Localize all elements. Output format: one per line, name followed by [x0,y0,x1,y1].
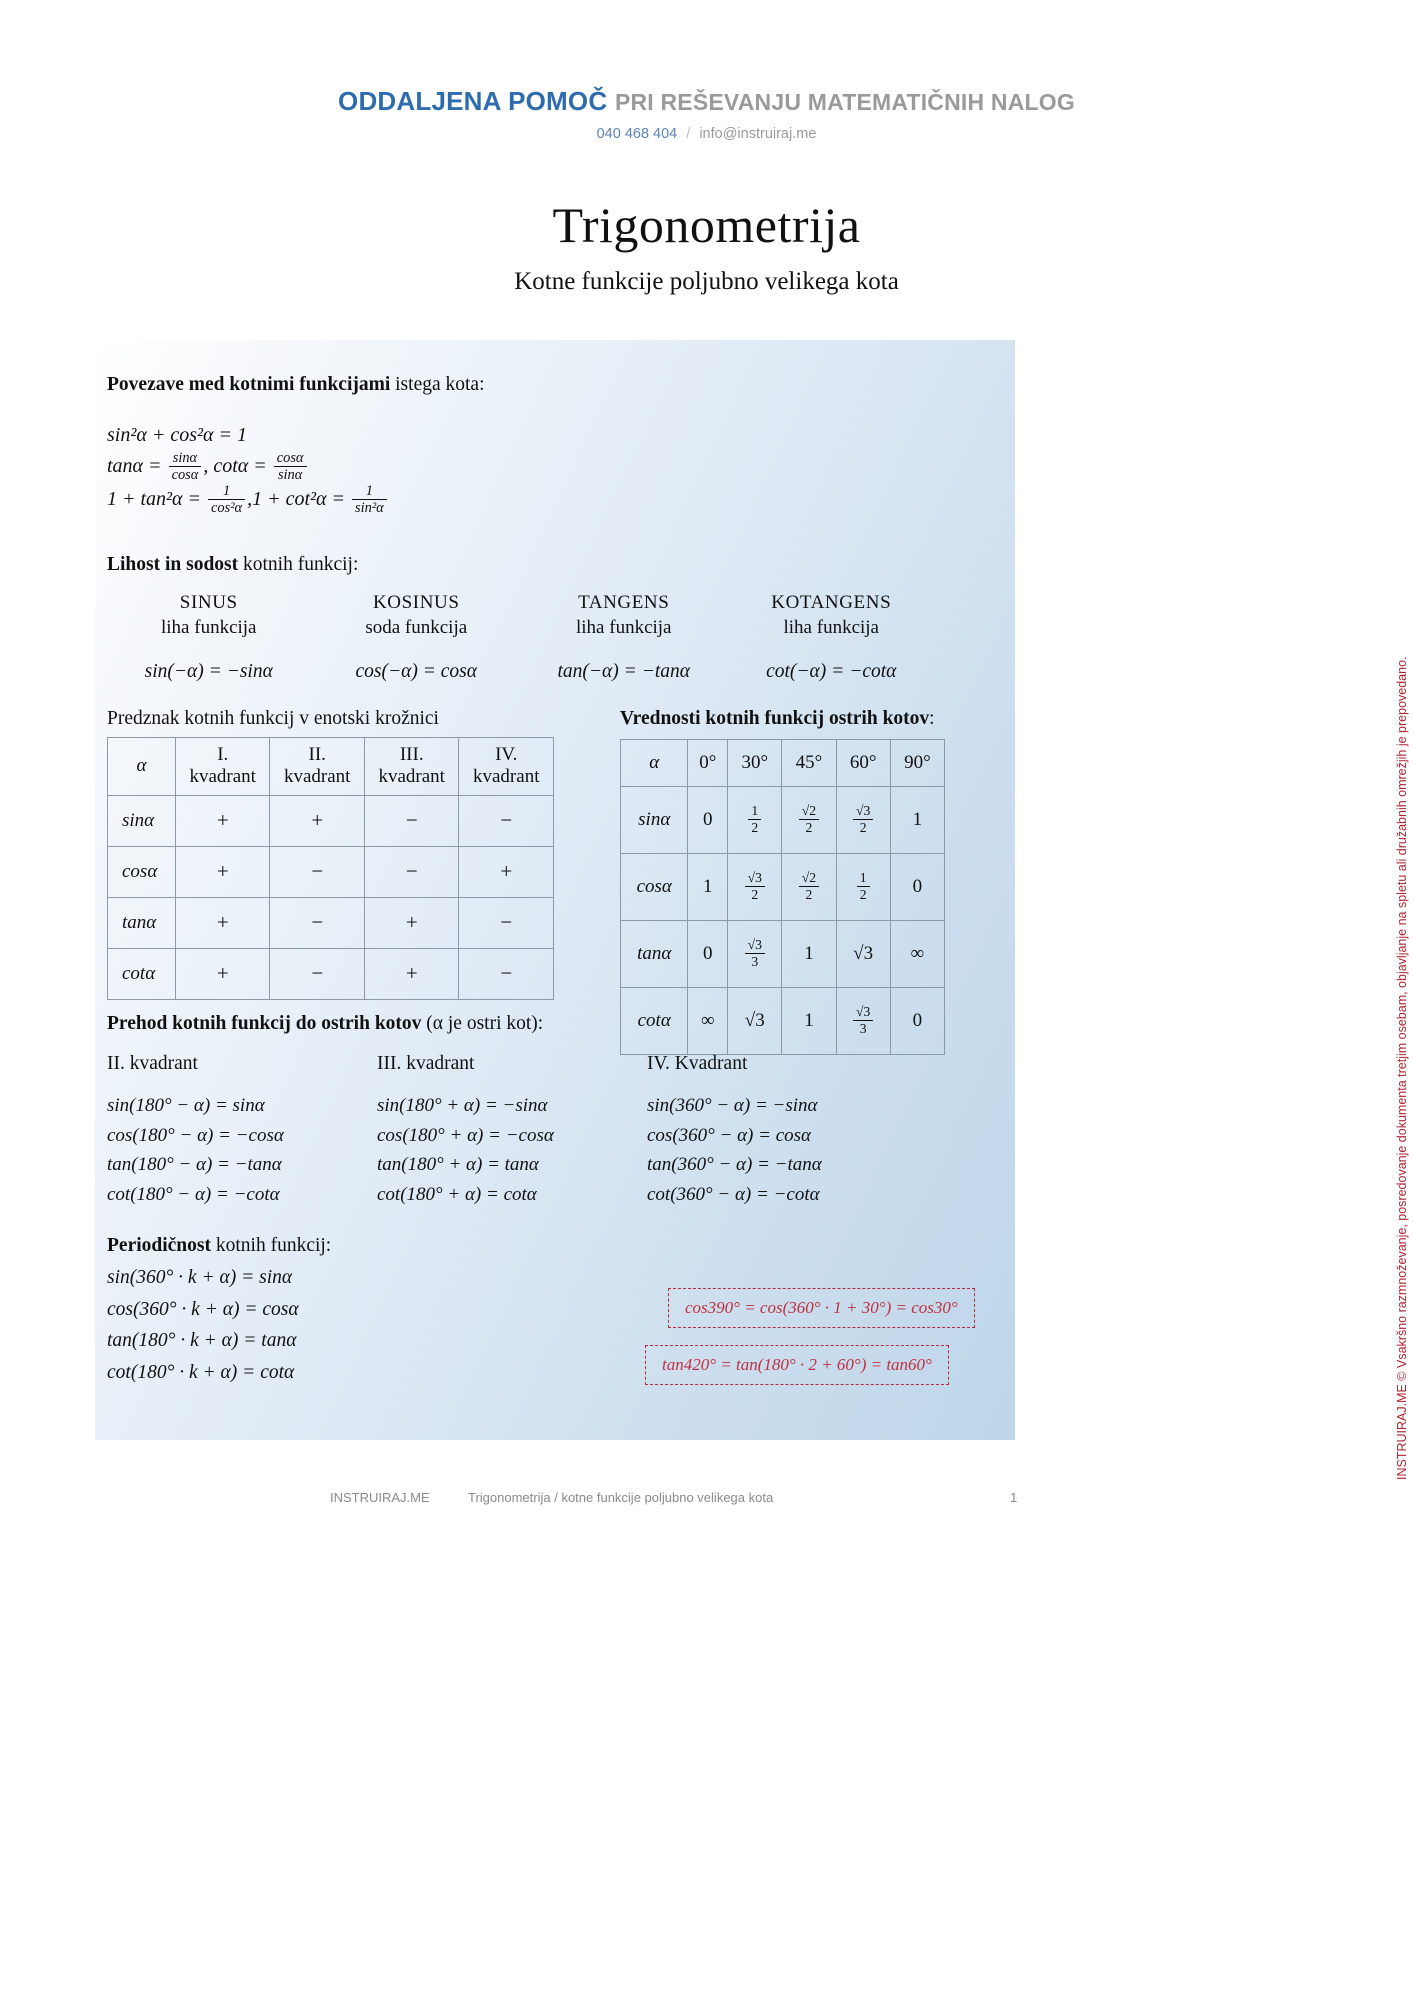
f3-part-b: ,1 + cot²α = [247,488,351,511]
parity-heading-rest: kotnih funkcij: [238,554,359,575]
values-cell-tanα-30° [728,921,782,988]
parity-heading-bold: Lihost in sodost [107,554,239,575]
transition-heading-rest: (α je ostri kot): [421,1013,544,1034]
fraction-numerator: √2 [801,870,817,886]
qsign-col-1-top: I. [217,744,229,765]
f3-num-1: 1 [222,483,231,500]
values-col-90deg: 90° [890,740,944,787]
fraction-denominator: 2 [799,819,819,835]
qsign-cot-q1: + [175,948,270,999]
periodicity-sin: sin(360° · k + α) = sinα [107,1267,293,1288]
brand-name: ODDALJENA POMOČ [338,86,608,116]
table-row [108,846,554,897]
qsign-cot-q3: + [364,948,459,999]
fraction-denominator: 2 [853,819,873,835]
transition-column-iii [377,1053,647,1209]
footer-page-number: 1 [1010,1490,1018,1505]
f3-part-a: 1 + tan²α = [107,488,207,511]
relation-formula-3 [107,484,389,517]
periodicity-heading-rest: kotnih funkcij: [210,1235,332,1256]
transition-iv-cos: cos(360° − α) = cosα [647,1124,811,1146]
parity-column-kotangens [728,592,936,683]
values-cell-sinα-45° [782,787,836,854]
table-row [621,787,945,854]
qsign-sin-q3: − [364,795,459,846]
table-row [621,854,945,921]
fraction-denominator: 2 [745,886,765,902]
transition-ii-sin: sin(180° − α) = sinα [107,1095,265,1116]
parity-equation-tangens: tan(−α) = −tanα [557,661,691,682]
transition-iii-cot: cot(180° + α) = cotα [377,1183,537,1205]
footer-document-name: Trigonometrija / kotne funkcije poljubno velikega kota [468,1490,774,1505]
parity-equation-kotangens: cot(−α) = −cotα [766,661,897,682]
values-cell-tanα-45°: 1 [782,921,836,988]
periodicity-cot: cot(180° · k + α) = cotα [107,1361,295,1383]
fraction-numerator: √3 [747,870,762,886]
contact-line [0,126,1413,142]
values-cell-cotα-90°: 0 [890,988,944,1055]
fraction [748,803,761,835]
values-cell-cotα-0°: ∞ [688,988,728,1055]
brand-line [0,86,1413,117]
qsign-col-1-bottom: kvadrant [189,766,256,788]
fraction [799,803,819,835]
transition-title-iii: III. kvadrant [377,1053,475,1074]
values-cell-sinα-0°: 0 [688,787,728,854]
table-row [621,921,945,988]
qsign-cot-q4: − [459,948,554,999]
fraction-numerator: √3 [855,803,871,819]
fraction [857,870,870,902]
values-col-alpha: α [621,740,688,787]
relation-formula-1: sin²α + cos²α = 1 [107,424,247,446]
relations-heading [107,374,485,396]
contact-phone[interactable]: 040 468 404 [596,126,678,142]
parity-kind-sinus: liha funkcija [161,617,257,638]
f3-den-1: cos²α [208,499,245,516]
parity-name-kotangens: KOTANGENS [771,592,892,613]
transition-column-iv [647,1053,917,1209]
table-row [108,897,554,948]
parity-name-kosinus: KOSINUS [372,592,460,613]
fraction-denominator: 2 [748,819,761,835]
qsign-col-2-bottom: kvadrant [283,766,351,788]
f2-fraction-2 [274,450,307,483]
relations-heading-rest: istega kota: [390,374,485,395]
parity-kind-kosinus: soda funkcija [365,617,468,638]
parity-kind-kotangens: liha funkcija [783,617,879,638]
fraction-numerator: 1 [859,870,867,886]
qsign-col-4 [459,738,554,796]
qsign-sin-q2: + [270,795,365,846]
values-cell-cosα-60° [836,854,890,921]
page-subtitle: Kotne funkcije poljubno velikega kota [514,268,899,295]
values-cell-cotα-30°: √3 [728,988,782,1055]
f2-num-2: cosα [276,450,304,466]
relation-formula-2 [107,451,389,484]
parity-heading [107,554,358,576]
f3-fraction-2 [352,483,387,516]
table-row [108,948,554,999]
values-cell-cosα-0°: 1 [688,854,728,921]
transition-column-ii [107,1053,377,1209]
parity-column-kosinus [313,592,521,683]
fraction-numerator: 1 [751,803,759,819]
qsign-tan-q1: + [175,897,270,948]
periodicity-tan: tan(180° · k + α) = tanα [107,1330,297,1351]
contact-separator: / [686,126,691,142]
parity-equation-sinus: sin(−α) = −sinα [144,661,273,682]
parity-name-tangens: TANGENS [578,592,670,613]
table-header-row [621,740,945,787]
parity-kind-tangens: liha funkcija [576,617,672,638]
qsign-sin-q1: + [175,795,270,846]
transition-ii-tan: tan(180° − α) = −tanα [107,1154,282,1175]
contact-email[interactable]: info@instruiraj.me [699,126,817,142]
f3-num-2: 1 [365,483,373,500]
transition-title-ii: II. kvadrant [107,1053,198,1074]
fraction-denominator: 3 [745,953,765,969]
copyright-note: INSTRUIRAJ.ME © Vsakršno razmnoževanje, posredovanje dokumenta tretjim osebam, objavljanje na spletu ali družabnih omrežjih je prepovedano. [1395,656,1409,1480]
transition-heading [107,1013,543,1035]
transition-iv-cot: cot(360° − α) = −cotα [647,1183,820,1205]
fraction-numerator: √3 [747,937,762,953]
fraction [853,803,873,835]
transition-iii-sin: sin(180° + α) = −sinα [377,1095,548,1116]
values-row-label-sinα: sinα [621,787,688,854]
qsign-row-label-tan: tanα [108,897,176,948]
qsign-col-4-bottom: kvadrant [473,766,540,788]
fraction-denominator: 2 [857,886,870,902]
fraction [853,1004,873,1036]
footer-brand: INSTRUIRAJ.ME [330,1490,430,1505]
values-col-45deg: 45° [782,740,836,787]
transition-columns [107,1053,937,1209]
qsign-row-label-cos: cosα [108,846,176,897]
f2-den-1: cosα [169,466,202,483]
f2-part-a: tanα = [107,455,167,478]
qsign-col-2-top: II. [308,744,326,765]
values-col-30deg: 30° [728,740,782,787]
qsign-col-2 [270,738,365,796]
table-row [108,795,554,846]
qsign-tan-q3: + [364,897,459,948]
exact-values-body [621,787,945,1055]
transition-iv-sin: sin(360° − α) = −sinα [647,1095,818,1116]
values-row-label-cosα: cosα [621,854,688,921]
fraction [799,870,819,902]
qsign-tan-q2: − [270,897,365,948]
qsign-col-3-bottom: kvadrant [378,766,445,788]
values-cell-tanα-90°: ∞ [890,921,944,988]
qsign-cos-q3: − [364,846,459,897]
exact-values-heading-rest: : [929,708,935,729]
values-row-label-cotα: cotα [621,988,688,1055]
parity-column-sinus [105,592,313,683]
qsign-row-label-sin: sinα [108,795,176,846]
fraction [745,937,765,969]
table-header-row [108,738,554,796]
periodicity-cos: cos(360° · k + α) = cosα [107,1298,299,1320]
exact-values-table [620,739,945,1055]
qsign-col-3 [364,738,459,796]
relations-heading-bold: Povezave med kotnimi funkcijami [107,374,391,395]
qsign-row-label-cot: cotα [108,948,176,999]
periodicity-heading-bold: Periodičnost [107,1235,211,1256]
fraction-denominator: 3 [853,1020,873,1036]
parity-name-sinus: SINUS [179,592,238,613]
qsign-col-1 [175,738,270,796]
values-cell-cosα-45° [782,854,836,921]
fraction-denominator: 2 [799,886,819,902]
f2-part-b: , cotα = [203,455,272,478]
qsign-tan-q4: − [459,897,554,948]
transition-ii-cot: cot(180° − α) = −cotα [107,1183,280,1205]
values-cell-tanα-0°: 0 [688,921,728,988]
parity-equation-kosinus: cos(−α) = cosα [355,661,477,682]
fraction-numerator: √2 [801,803,817,819]
qsign-cos-q2: − [270,846,365,897]
quadrant-signs-table [107,737,554,1000]
f3-fraction-1 [208,483,245,516]
relations-formulas [107,420,389,518]
example-box-cos390: cos390° = cos(360° · 1 + 30°) = cos30° [668,1288,975,1328]
f2-den-2: sinα [274,466,307,483]
periodicity-formulas [107,1262,299,1388]
f2-num-1: sinα [172,450,198,466]
values-col-60deg: 60° [836,740,890,787]
fraction [745,870,765,902]
page-header [0,86,1413,142]
f2-fraction-1 [169,450,202,483]
values-col-0deg: 0° [688,740,728,787]
values-row-label-tanα: tanα [621,921,688,988]
fraction-numerator: √3 [855,1004,871,1020]
qsign-cot-q2: − [270,948,365,999]
qsign-col-3-top: III. [399,744,424,765]
values-cell-cotα-60° [836,988,890,1055]
example-box-tan420: tan420° = tan(180° · 2 + 60°) = tan60° [645,1345,949,1385]
brand-tagline: PRI REŠEVANJU MATEMATIČNIH NALOG [614,89,1075,115]
exact-values-heading-bold: Vrednosti kotnih funkcij ostrih kotov [620,708,930,729]
qsign-cos-q1: + [175,846,270,897]
qsign-col-alpha: α [108,738,176,796]
qsign-sin-q4: − [459,795,554,846]
values-cell-sinα-90°: 1 [890,787,944,854]
transition-heading-bold: Prehod kotnih funkcij do ostrih kotov [107,1013,422,1034]
transition-title-iv: IV. Kvadrant [647,1053,748,1074]
parity-columns [105,592,935,683]
periodicity-heading [107,1235,331,1257]
values-cell-tanα-60°: √3 [836,921,890,988]
f3-den-2: sin²α [352,499,387,516]
quadrant-signs-heading: Predznak kotnih funkcij v enotski krožnici [107,708,439,729]
values-cell-sinα-60° [836,787,890,854]
transition-iv-tan: tan(360° − α) = −tanα [647,1154,822,1175]
table-row [621,988,945,1055]
values-cell-sinα-30° [728,787,782,854]
transition-ii-cos: cos(180° − α) = −cosα [107,1124,284,1146]
values-cell-cotα-45°: 1 [782,988,836,1055]
parity-column-tangens [520,592,728,683]
transition-iii-cos: cos(180° + α) = −cosα [377,1124,554,1146]
values-cell-cosα-30° [728,854,782,921]
qsign-col-4-top: IV. [495,744,518,765]
transition-iii-tan: tan(180° + α) = tanα [377,1154,539,1175]
page-title: Trigonometrija [552,197,861,253]
values-cell-cosα-90°: 0 [890,854,944,921]
exact-values-heading [620,708,935,730]
qsign-cos-q4: + [459,846,554,897]
